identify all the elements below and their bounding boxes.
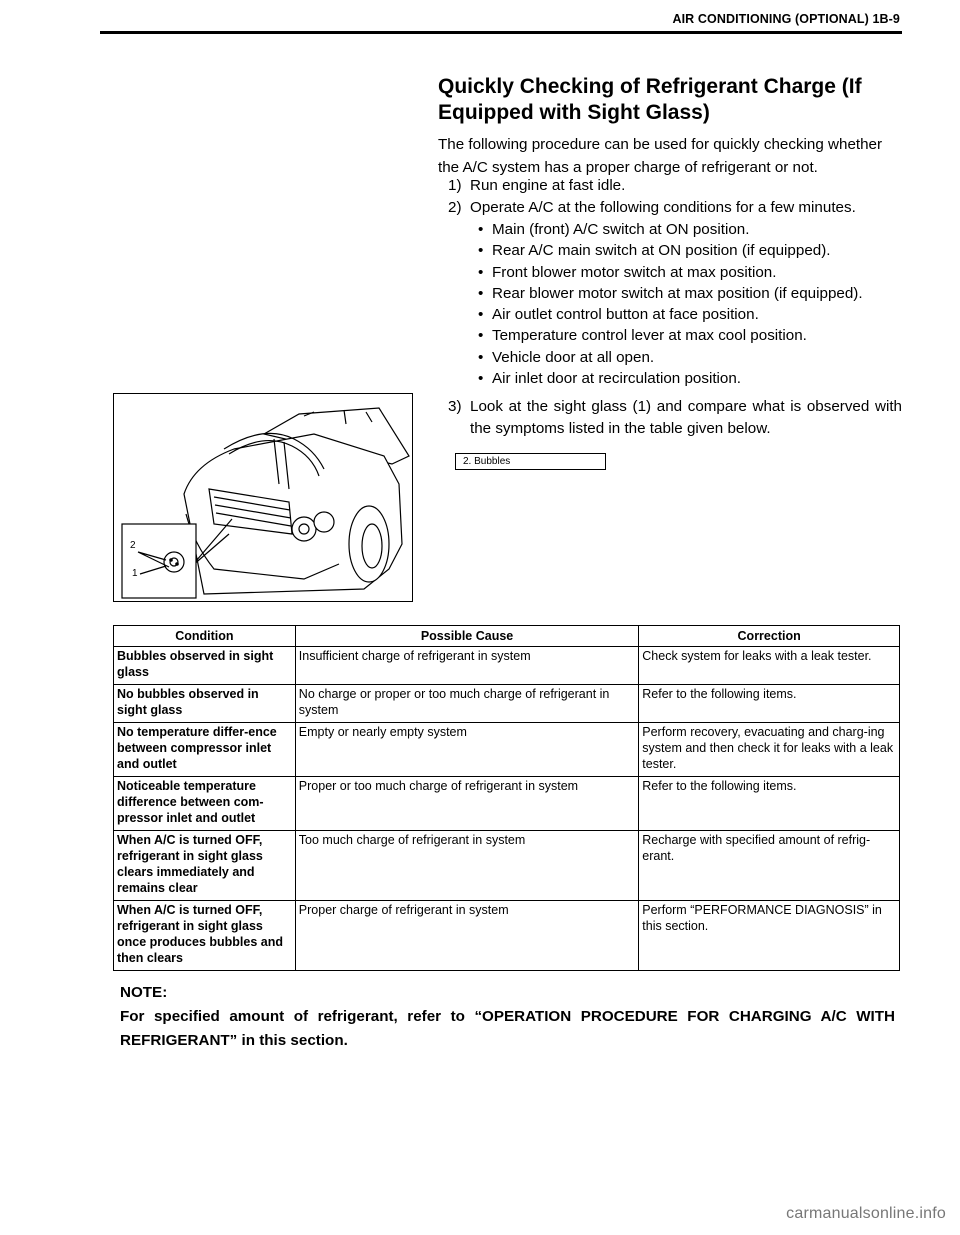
table-row [114,777,900,831]
correction-cell: Perform “PERFORMANCE DIAGNOSIS” in this section. [639,901,900,971]
table-header-row [114,626,900,647]
list-item: • Rear A/C main switch at ON position (if equipped). [474,240,902,261]
correction-cell: Refer to the following items. [639,777,900,831]
list-item: • Air inlet door at recirculation position. [474,368,902,389]
cause-cell: No charge or proper or too much charge of refrigerant in system [295,685,638,723]
step-number: 1) [448,177,462,194]
engine-bay-illustration [113,393,413,602]
list-item: • Vehicle door at all open. [474,347,902,368]
correction-cell: Check system for leaks with a leak tester. [639,647,900,685]
step-number: 2) [448,199,462,216]
cause-cell: Too much charge of refrigerant in system [295,831,638,901]
column-header-correction: Correction [639,626,900,647]
bullet-icon: • [478,370,484,388]
list-item: • Main (front) A/C switch at ON position. [474,219,902,240]
header-rule [100,31,902,34]
list-item: • Air outlet control button at face position. [474,304,902,325]
diagnosis-table [113,625,900,971]
column-header-cause: Possible Cause [295,626,638,647]
cause-cell: Proper or too much charge of refrigerant in system [295,777,638,831]
step-text: Run engine at fast idle. [470,177,626,194]
bullet-icon: • [478,221,484,238]
bullet-icon: • [478,263,484,281]
intro-paragraph: The following procedure can be used for quickly checking whether the A/C system has a proper charge of refrigerant or not. [438,136,883,176]
correction-cell: Perform recovery, evacuating and charg-ing system and then check it for leaks with a leak tester. [639,723,900,777]
table-row [114,831,900,901]
list-item: • Rear blower motor switch at max position (if equipped). [474,283,902,304]
step-text: Look at the sight glass (1) and compare what is observed with the symptoms listed in the table given below. [470,398,902,438]
step-number: 3) [448,398,462,416]
list-item: • Temperature control lever at max cool position. [474,325,902,346]
correction-cell: Recharge with specified amount of refrig-erant. [639,831,900,901]
column-header-condition: Condition [114,626,296,647]
cause-cell: Proper charge of refrigerant in system [295,901,638,971]
condition-cell: When A/C is turned OFF, refrigerant in sight glass once produces bubbles and then clears [114,901,296,971]
condition-cell: No bubbles observed in sight glass [114,685,296,723]
condition-cell: When A/C is turned OFF, refrigerant in sight glass clears immediately and remains clear [114,831,296,901]
cause-cell: Empty or nearly empty system [295,723,638,777]
section-title: Quickly Checking of Refrigerant Charge (If Equipped with Sight Glass) [438,75,862,124]
table-row [114,723,900,777]
step-2 [438,197,902,219]
condition-list [438,219,902,389]
procedure-steps [438,175,902,440]
watermark: carmanualsonline.info [786,1205,946,1222]
condition-cell: No temperature differ-ence between compressor inlet and outlet [114,723,296,777]
page-header-title: AIR CONDITIONING (OPTIONAL) 1B-9 [672,12,900,26]
note-label: NOTE: [120,984,168,1001]
car-front-illustration [114,394,413,602]
table-row [114,901,900,971]
list-item: • Front blower motor switch at max position. [474,262,902,283]
step-text: Operate A/C at the following conditions for a few minutes. [470,199,856,216]
condition-cell: Bubbles observed in sight glass [114,647,296,685]
callout-2: 2 [130,540,136,551]
bullet-icon: • [478,306,484,324]
callout-1: 1 [132,568,138,579]
bullet-icon: • [478,348,484,366]
table-row [114,647,900,685]
bullet-icon: • [478,242,484,260]
step-3 [438,396,902,440]
bullet-icon: • [478,284,484,302]
note-text: For specified amount of refrigerant, refer to “OPERATION PROCEDURE FOR CHARGING A/C WITH REFRIGERANT” in this section. [120,1008,895,1049]
step-1 [438,175,902,197]
correction-cell: Refer to the following items. [639,685,900,723]
cause-cell: Insufficient charge of refrigerant in system [295,647,638,685]
condition-cell: Noticeable temperature difference between com-pressor inlet and outlet [114,777,296,831]
table-row [114,685,900,723]
bullet-icon: • [478,327,484,345]
figure-legend: 2. Bubbles [455,453,606,470]
